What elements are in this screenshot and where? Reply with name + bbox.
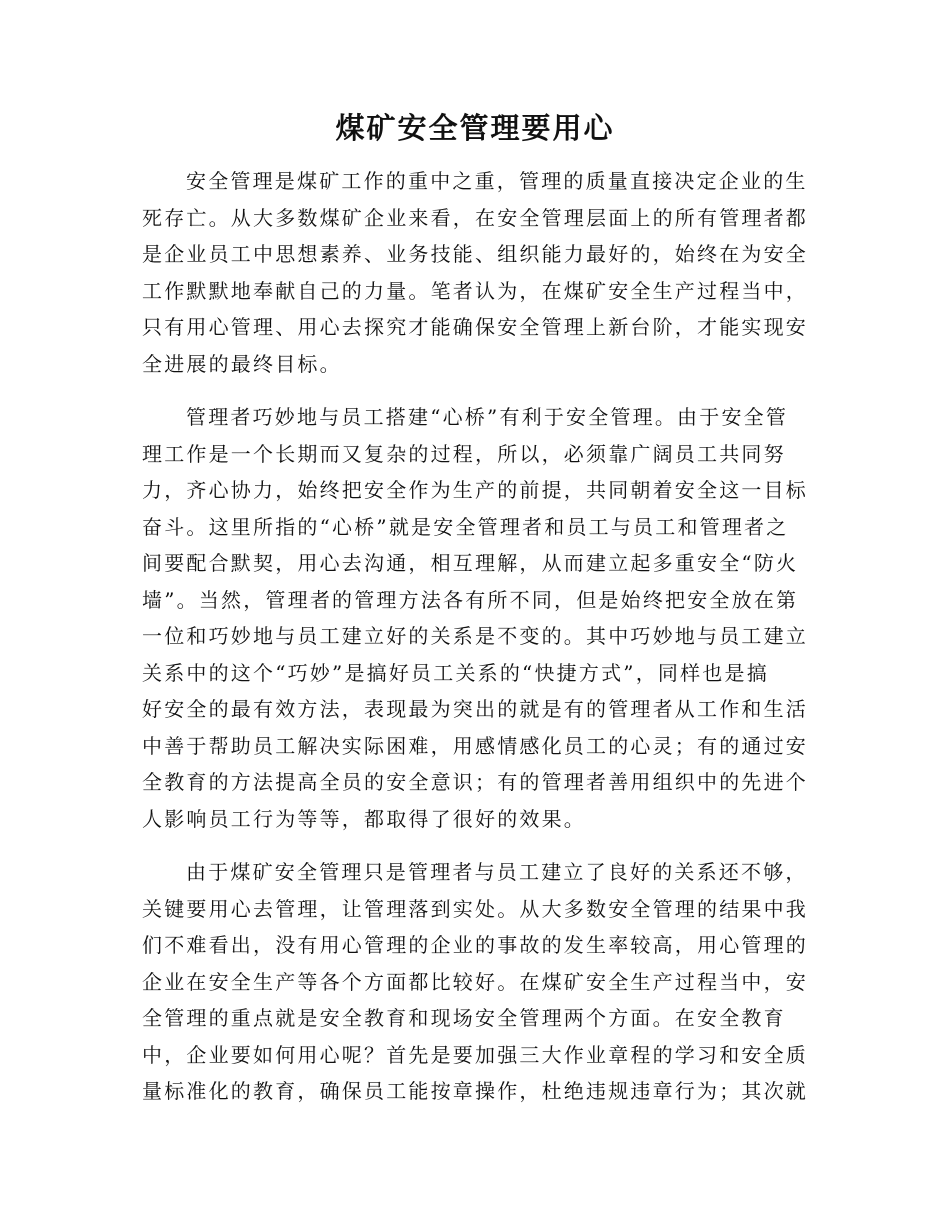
- text-line: 是企业员工中思想素养、业务技能、组织能力最好的，始终在为安全: [142, 242, 808, 266]
- text-line: 由于煤矿安全管理只是管理者与员工建立了良好的关系还不够，: [186, 860, 808, 884]
- paragraph-spacer: [142, 837, 802, 854]
- paragraph-3: [142, 854, 808, 1110]
- text-line: 死存亡。从大多数煤矿企业来看，在安全管理层面上的所有管理者都: [142, 205, 808, 230]
- text-line: 人影响员工行为等等，都取得了很好的效果。: [142, 806, 586, 831]
- text-line: 一位和巧妙地与员工建立好的关系是不变的。其中巧妙地与员工建立: [142, 624, 808, 648]
- text-line: 中善于帮助员工解决实际困难，用感情感化员工的心灵；有的通过安: [142, 733, 808, 758]
- text-line: 关键要用心去管理，让管理落到实处。从大多数安全管理的结果中我: [142, 896, 808, 921]
- text-line: 只有用心管理、用心去探究才能确保安全管理上新台阶，才能实现安: [142, 315, 808, 339]
- text-line: 力，齐心协力，始终把安全作为生产的前提，共同朝着安全这一目标: [142, 478, 808, 502]
- text-line: 全进展的最终目标。: [142, 351, 342, 376]
- paragraph-spacer: [142, 382, 802, 399]
- paragraph-1: [142, 163, 808, 382]
- text-line: 全教育的方法提高全员的安全意识；有的管理者善用组织中的先进个: [142, 770, 808, 794]
- text-line: 全管理的重点就是安全教育和现场安全管理两个方面。在安全教育: [142, 1006, 786, 1030]
- text-line: 企业在安全生产等各个方面都比较好。在煤矿安全生产过程当中，安: [142, 969, 808, 994]
- text-line: 安全管理是煤矿工作的重中之重，管理的质量直接决定企业的生: [186, 169, 808, 193]
- text-line: 们不难看出，没有用心管理的企业的事故的发生率较高，用心管理的: [142, 933, 808, 957]
- text-line: 墙”。当然，管理者的管理方法各有所不同，但是始终把安全放在第: [142, 587, 799, 612]
- text-line: 间要配合默契，用心去沟通，相互理解，从而建立起多重安全“防火: [142, 551, 799, 575]
- text-line: 工作默默地奉献自己的力量。笔者认为，在煤矿安全生产过程当中，: [142, 278, 808, 303]
- document-title: 煤矿安全管理要用心: [335, 111, 615, 145]
- document-body: [142, 163, 808, 1110]
- text-line: 奋斗。这里所指的“心桥”就是安全管理者和员工与员工和管理者之: [142, 514, 789, 539]
- text-line: 中，企业要如何用心呢？首先是要加强三大作业章程的学习和安全质: [142, 1042, 808, 1067]
- text-line: 理工作是一个长期而又复杂的过程，所以，必须靠广阔员工共同努: [142, 441, 786, 466]
- text-line: 好安全的最有效方法，表现最为突出的就是有的管理者从工作和生活: [142, 697, 808, 721]
- text-line: 管理者巧妙地与员工搭建“心桥”有利于安全管理。由于安全管: [186, 405, 789, 429]
- paragraph-2: [142, 399, 808, 837]
- text-line: 关系中的这个“巧妙”是搞好员工关系的“快捷方式”，同样也是搞: [142, 660, 769, 685]
- text-line: 量标准化的教育，确保员工能按章操作，杜绝违规违章行为；其次就: [142, 1079, 808, 1103]
